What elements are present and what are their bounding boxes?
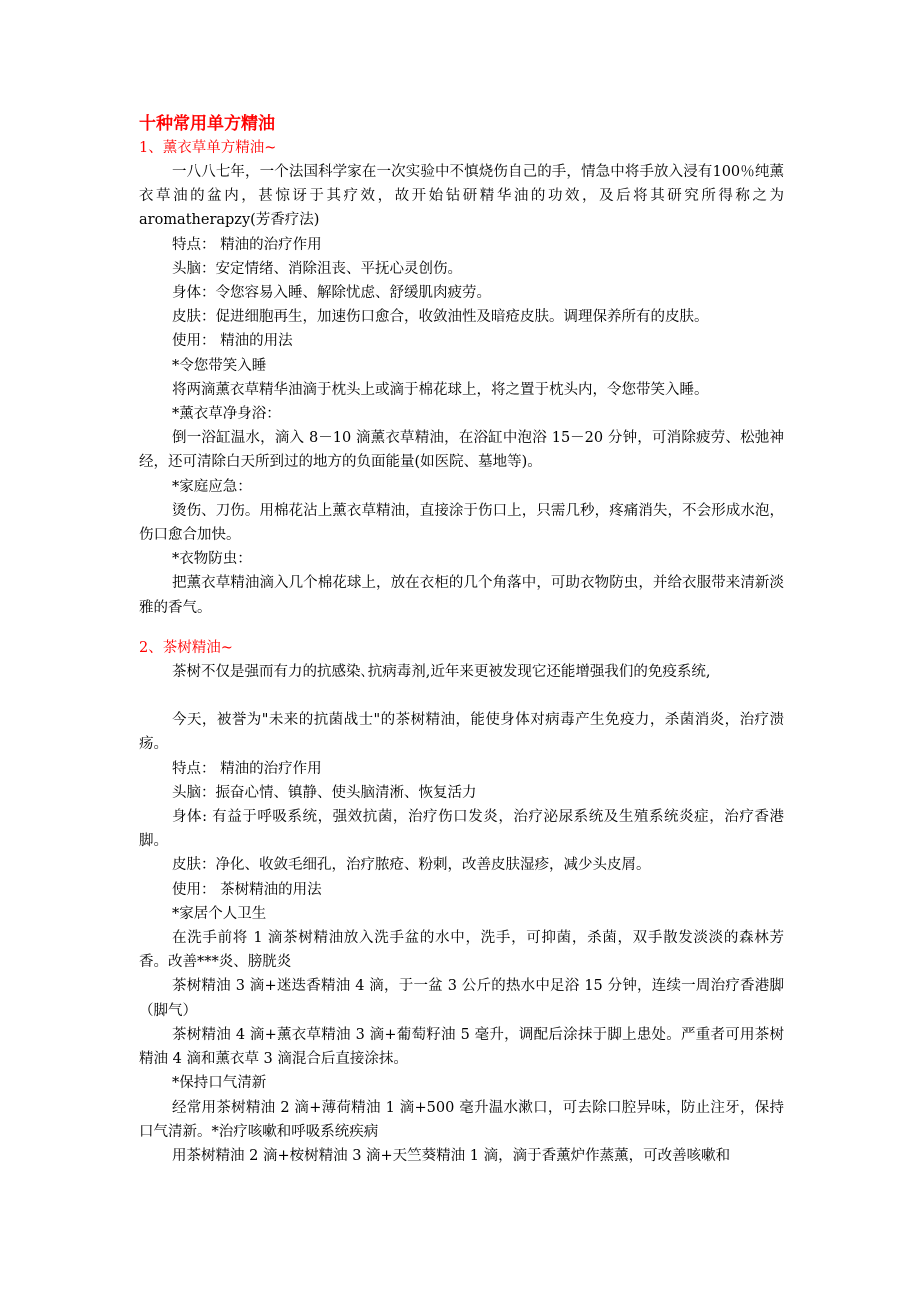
paragraph: 头脑：安定情绪、消除沮丧、平抚心灵创伤。 bbox=[172, 260, 462, 277]
paragraph: *家庭应急： bbox=[172, 478, 252, 495]
paragraph: 使用： 精油的用法 bbox=[172, 333, 293, 350]
blank-line bbox=[139, 684, 784, 708]
paragraph: 皮肤：促进细胞再生，加速伤口愈合，收敛油性及暗疮皮肤。调理保养所有的皮肤。 bbox=[172, 309, 709, 326]
paragraph: 一八八七年，一个法国科学家在一次实验中不慎烧伤自己的手，情急中将手放入浸有100％纯薰衣草油的盆内，甚惊讶于其疗效，故开始钻研精华油的功效，及后将其研究所得称之为 aromatherapzy(芳香疗法) bbox=[139, 164, 784, 229]
paragraph: 把薰衣草精油滴入几个棉花球上，放在衣柜的几个角落中，可助衣物防虫，并给衣服带来清新淡雅的香气。 bbox=[139, 575, 784, 616]
paragraph: 身体：令您容易入睡、解除忧虑、舒缓肌肉疲劳。 bbox=[172, 285, 491, 302]
paragraph: 头脑：振奋心情、镇静、使头脑清淅、恢复活力 bbox=[172, 784, 477, 801]
paragraph: 特点： 精油的治疗作用 bbox=[172, 236, 322, 253]
paragraph: 使用： 茶树精油的用法 bbox=[172, 881, 322, 898]
paragraph: 特点： 精油的治疗作用 bbox=[172, 760, 322, 777]
paragraph: 今天，被誉为"未来的抗菌战士"的茶树精油，能使身体对病毒产生免疫力，杀菌消炎，治疗溃疡。 bbox=[139, 712, 784, 753]
paragraph: *衣物防虫： bbox=[172, 551, 252, 568]
paragraph: 身体: 有益于呼吸系统，强效抗菌，治疗伤口发炎，治疗泌尿系统及生殖系统炎症，治疗香港脚。 bbox=[139, 809, 784, 850]
paragraph: *薰衣草净身浴： bbox=[172, 406, 281, 423]
paragraph: 用茶树精油 2 滴+桉树精油 3 滴+天竺葵精油 1 滴，滴于香薰炉作蒸薰，可改善咳嗽和 bbox=[172, 1147, 731, 1164]
paragraph: 在洗手前将 1 滴茶树精油放入洗手盆的水中，洗手，可抑菌，杀菌，双手散发淡淡的森林芳香。改善***炎、膀胱炎 bbox=[139, 930, 784, 971]
document-page bbox=[139, 112, 784, 1168]
paragraph: *令您带笑入睡 bbox=[172, 357, 267, 374]
section-heading-lavender: 1、薰衣草单方精油~ bbox=[139, 140, 277, 156]
paragraph: *家居个人卫生 bbox=[172, 905, 267, 922]
paragraph: *保持口气清新 bbox=[172, 1075, 267, 1092]
paragraph: 茶树精油 3 滴+迷迭香精油 4 滴，于一盆 3 公斤的热水中足浴 15 分钟，连续一周治疗香港脚（脚气） bbox=[139, 978, 784, 1019]
paragraph: 倒一浴缸温水，滴入 8－10 滴薰衣草精油，在浴缸中泡浴 15－20 分钟，可消除疲劳、松弛神经，还可清除白天所到过的地方的负面能量(如医院、墓地等)。 bbox=[139, 430, 784, 471]
section-gap bbox=[139, 620, 784, 636]
paragraph: 经常用茶树精油 2 滴+薄荷精油 1 滴+500 毫升温水漱口，可去除口腔异味，防止注牙，保持口气清新。*治疗咳嗽和呼吸系统疾病 bbox=[139, 1099, 784, 1140]
section-heading-tea-tree: 2、茶树精油~ bbox=[139, 639, 233, 656]
paragraph: 将两滴薰衣草精华油滴于枕头上或滴于棉花球上，将之置于枕头内，令您带笑入睡。 bbox=[172, 381, 709, 398]
document-title: 十种常用单方精油 bbox=[139, 114, 275, 134]
paragraph: 茶树不仅是强而有力的抗感染､抗病毒剂,近年来更被发现它还能增强我们的免疫系统, bbox=[172, 663, 711, 680]
paragraph: 茶树精油 4 滴+薰衣草精油 3 滴+葡萄籽油 5 毫升，调配后涂抹于脚上患处。严重者可用茶树精油 4 滴和薰衣草 3 滴混合后直接涂抹。 bbox=[139, 1026, 784, 1068]
paragraph: 皮肤：净化、收敛毛细孔，治疗脓疮、粉刺，改善皮肤湿疹，减少头皮屑。 bbox=[172, 857, 651, 874]
paragraph: 烫伤、刀伤。用棉花沾上薰衣草精油，直接涂于伤口上，只需几秒，疼痛消失，不会形成水泡，伤口愈合加快。 bbox=[139, 502, 784, 544]
